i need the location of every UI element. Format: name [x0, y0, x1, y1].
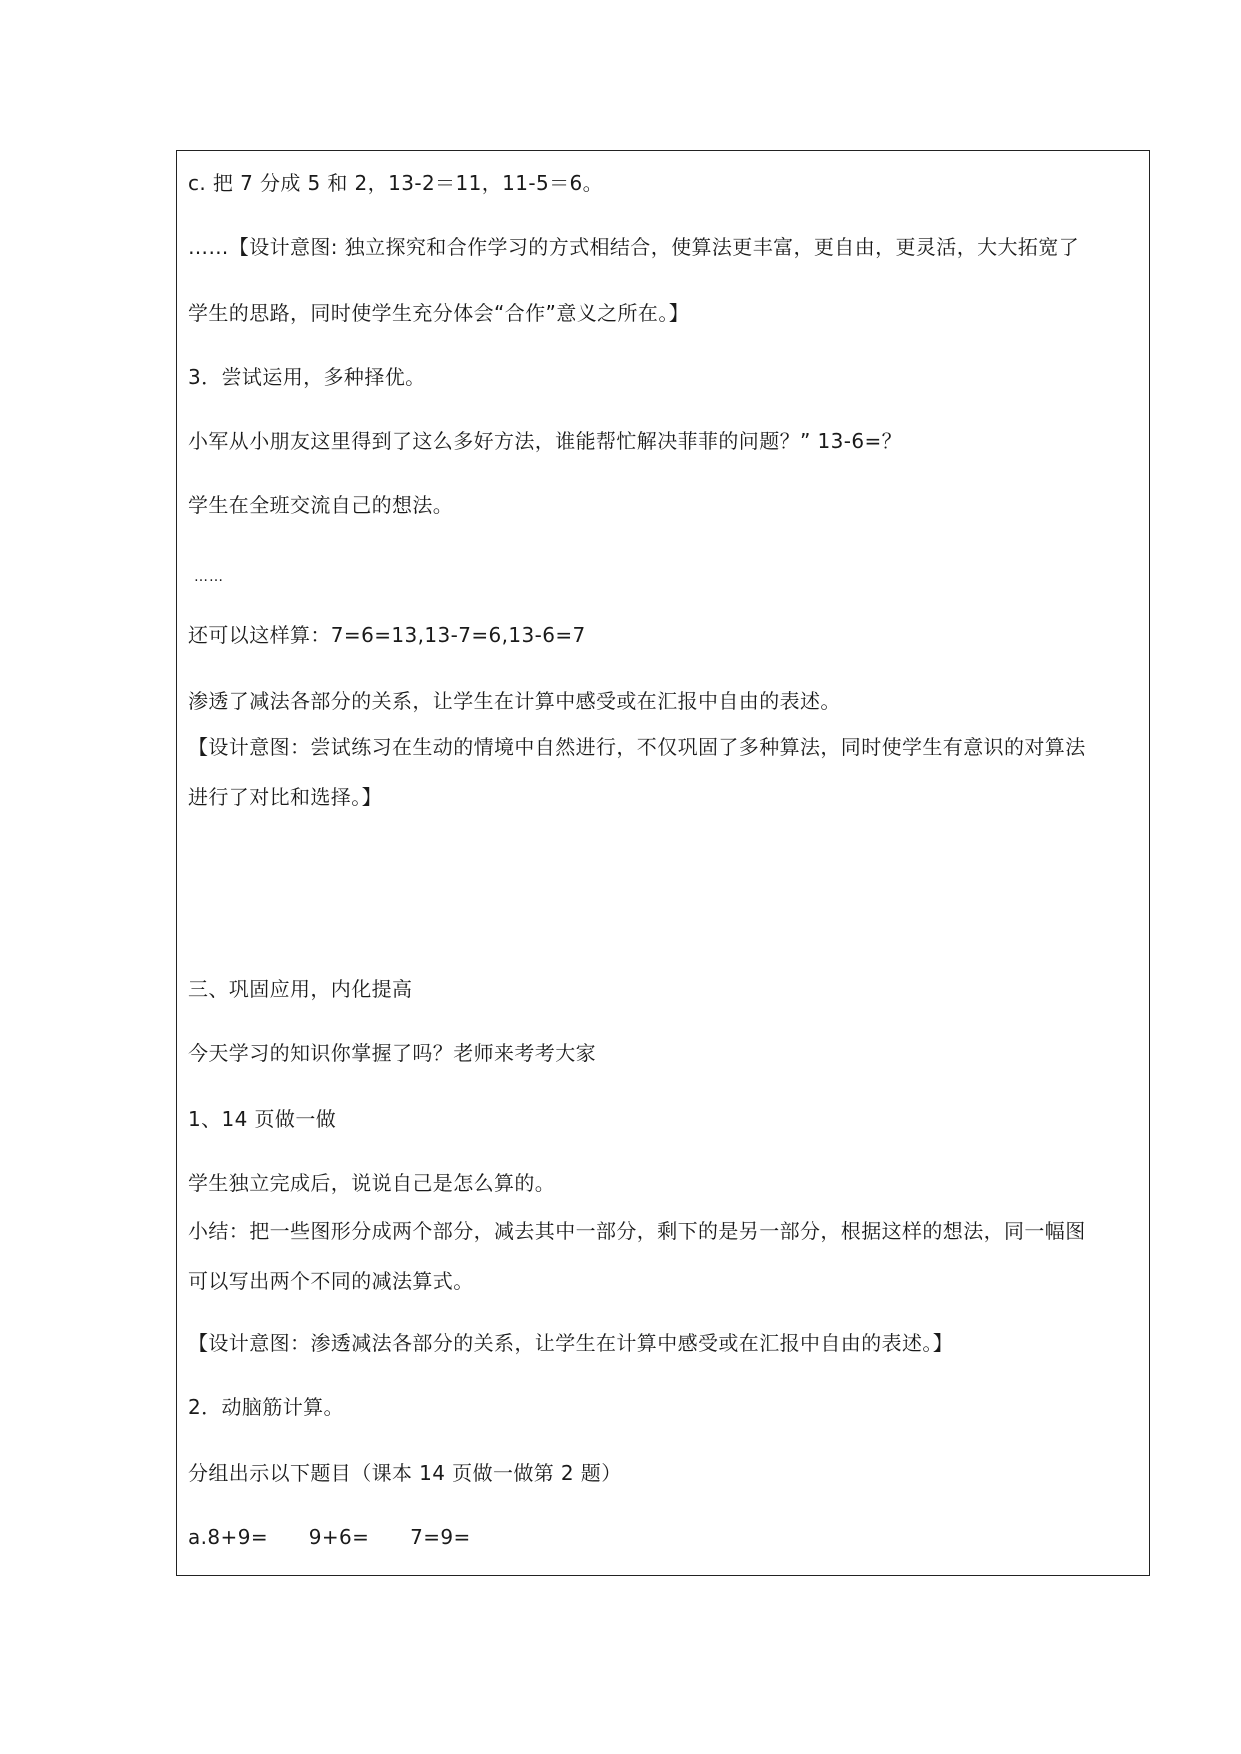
text-line-13: 今天学习的知识你掌握了吗？老师来考考大家	[188, 1041, 596, 1065]
text-line-15: 学生独立完成后，说说自己是怎么算的。	[188, 1171, 556, 1195]
text-line-5: 小军从小朋友这里得到了这么多好方法，谁能帮忙解决菲菲的问题？” 13-6=？	[188, 429, 903, 453]
text-line-18: 【设计意图：渗透减法各部分的关系，让学生在计算中感受或在汇报中自由的表述。】	[188, 1331, 954, 1355]
text-line-7: ……	[194, 569, 224, 585]
text-line-9: 渗透了减法各部分的关系，让学生在计算中感受或在汇报中自由的表述。	[188, 689, 841, 713]
text-line-1: c. 把 7 分成 5 和 2，13-2＝11，11-5＝6。	[188, 171, 604, 195]
text-line-2: ……【设计意图: 独立探究和合作学习的方式相结合，使算法更丰富，更自由，更灵活，大大拓宽了	[188, 235, 1080, 259]
text-line-6: 学生在全班交流自己的想法。	[188, 493, 454, 517]
text-line-19: 2．动脑筋计算。	[188, 1395, 344, 1419]
text-line-16: 小结：把一些图形分成两个部分，减去其中一部分，剩下的是另一部分，根据这样的想法，同一幅图	[188, 1219, 1086, 1243]
text-line-12: 三、巩固应用，内化提高	[188, 977, 413, 1001]
text-line-11: 进行了对比和选择。】	[188, 785, 382, 809]
text-line-4: 3．尝试运用，多种择优。	[188, 365, 426, 389]
text-line-3: 学生的思路，同时使学生充分体会“合作”意义之所在。】	[188, 301, 690, 325]
text-line-21: a.8+9= 9+6= 7=9=	[188, 1525, 471, 1549]
text-line-8: 还可以这样算：7=6=13,13-7=6,13-6=7	[188, 623, 586, 647]
text-line-20: 分组出示以下题目（课本 14 页做一做第 2 题）	[188, 1461, 622, 1485]
text-line-14: 1、14 页做一做	[188, 1107, 337, 1131]
text-line-10: 【设计意图：尝试练习在生动的情境中自然进行，不仅巩固了多种算法，同时使学生有意识的对算法	[188, 735, 1086, 759]
text-line-17: 可以写出两个不同的减法算式。	[188, 1269, 474, 1293]
